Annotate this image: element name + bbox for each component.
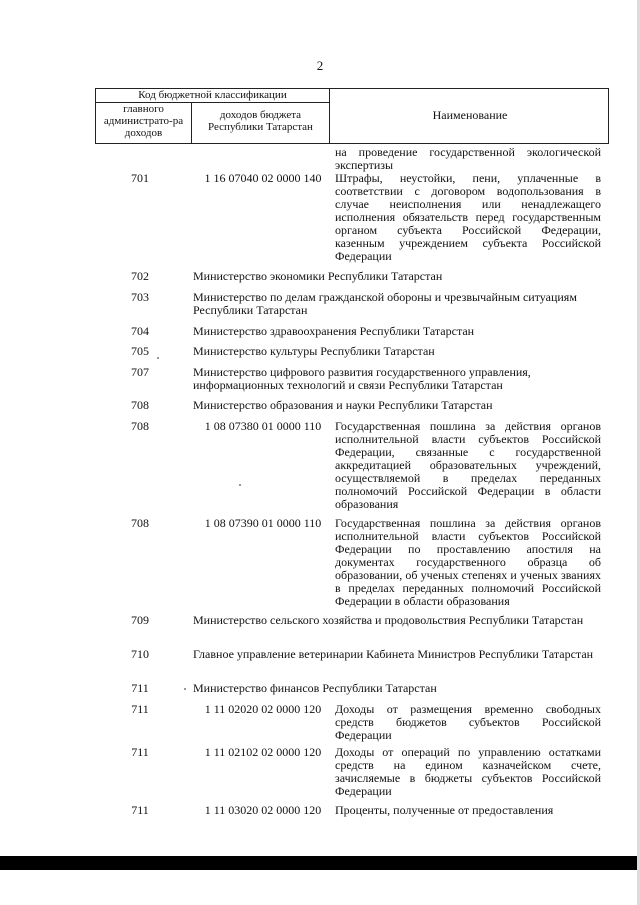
row-admin: 704 [131,324,149,338]
row-name: Доходы от размещения временно свободных средств бюджетов субъектов Российской Федерации [335,702,601,742]
row-code: 1 11 03020 02 0000 120 [204,803,322,817]
row-admin: 708 [131,419,149,433]
row-code: 1 16 07040 02 0000 140 [204,171,322,185]
row-name: Министерство здравоохранения Республики Татарстан [193,324,475,338]
row-name: Государственная пошлина за действия органов исполнительной власти субъектов Российской Федерации по проставлению апостиля на документах государственного образца об образовании, об ученых степенях и ученых званиях в пределах переданных полномочий Российской Федерации в области образования [335,516,601,608]
row-admin: 703 [131,290,149,304]
table-header [95,88,609,144]
row-admin: 707 [131,365,149,379]
header-name-column: Наименование [432,108,508,122]
row-name: Министерство сельского хозяйства и продовольствия Республики Татарстан [193,613,584,627]
scan-edge-bar [0,856,640,870]
row-name: Главное управление ветеринарии Кабинета Министров Республики Татарстан [193,647,594,661]
row-admin: 711 [131,745,149,759]
row-admin: 711 [131,702,149,716]
row-admin: 708 [131,516,149,530]
row-name: Министерство образования и науки Республики Татарстан [193,398,493,412]
header-code-group: Код бюджетной классификации [138,89,287,101]
row-admin: 711 [131,681,149,695]
row-name: Министерство по делам гражданской обороны и чрезвычайным ситуациям Республики Татарстан [193,290,577,317]
row-name: Государственная пошлина за действия органов исполнительной власти субъектов Российской Федерации, связанные с государственной аккредитацией образовательных учреждений, осуществляемой в пределах переданных полномочий Российской Федерации в области образования [335,419,601,511]
row-admin: 710 [131,647,149,661]
row-name: Министерство экономики Республики Татарстан [193,269,443,283]
header-income-column: доходов бюджета Республики Татарстан [208,109,313,133]
row-name: Министерство финансов Республики Татарстан [193,681,437,695]
header-admin-column: главного администрато-ра доходов [103,103,184,139]
continued-name: на проведение государственной экологической экспертизы [335,145,601,172]
row-name: Министерство цифрового развития государственного управления, информационных технологий и связи Республики Татарстан [193,365,531,392]
row-name: Доходы от операций по управлению остатками средств на едином казначейском счете, зачисляемые в бюджеты субъектов Российской Федерации [335,745,601,798]
scan-speck [239,484,241,486]
scan-speck [184,688,186,690]
row-code: 1 11 02102 02 0000 120 [204,745,322,759]
row-admin: 701 [131,171,149,185]
row-admin: 702 [131,269,149,283]
row-code: 1 08 07380 01 0000 110 [204,419,322,433]
row-name: Проценты, полученные от предоставления [335,803,554,817]
row-admin: 709 [131,613,149,627]
row-code: 1 08 07390 01 0000 110 [204,516,322,530]
row-name: Штрафы, неустойки, пени, уплаченные в соответствии с договором водопользования в случае неисполнения или ненадлежащего исполнения обязательств перед государственным органом субъекта Российской Федерации, казенным учреждением субъекта Российской Федерации [335,171,601,263]
row-code: 1 11 02020 02 0000 120 [204,702,322,716]
row-admin: 705 [131,344,149,358]
page-number: 2 [316,58,324,73]
row-name: Министерство культуры Республики Татарстан [193,344,435,358]
row-admin: 711 [131,803,149,817]
row-admin: 708 [131,398,149,412]
scan-speck [157,357,159,359]
